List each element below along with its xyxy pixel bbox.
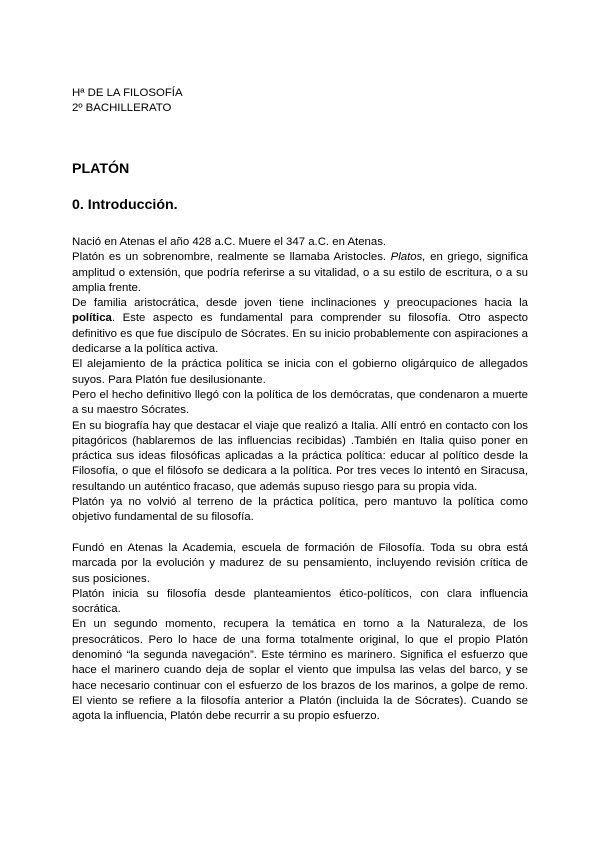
paragraph: Fundó en Atenas la Academia, escuela de formación de Filosofía. Toda su obra está marcada por la evolución y madurez de su pensamiento, incluyendo revisión crítica de sus posiciones.	[72, 541, 528, 585]
paragraph: Platón ya no volvió al terreno de la práctica política, pero mantuvo la política como objetivo fundamental de su filosofía.	[72, 496, 528, 524]
section-heading: 0. Introducción.	[72, 197, 178, 213]
paragraph: Nació en Atenas el año 428 a.C. Muere el 347 a.C. en Atenas.	[72, 236, 387, 248]
paragraph: Platón inicia su filosofía desde planteamientos ético-políticos, con clara influencia socrática.	[72, 587, 528, 616]
bold-term: política	[72, 312, 112, 325]
paragraph-spacer	[72, 526, 528, 541]
paragraph: Pero el hecho definitivo llegó con la política de los demócratas, que condenaron a muerte a su maestro Sócrates.	[72, 388, 528, 417]
text-run: en griego, significa amplitud o extensión, que podría referirse a su vitalidad, o a su estilo de escritura, o a su amplia frente.	[72, 251, 528, 294]
paragraph: El alejamiento de la práctica política se inicia con el gobierno oligárquico de allegados suyos. Para Platón fue desilusionante.	[72, 358, 528, 386]
document-header	[72, 86, 183, 116]
paragraph: En su biografía hay que destacar el viaje que realizó a Italia. Allí entró en contacto con los pitagóricos (hablaremos de las influencias recibidas) .También en Italia quiso poner en práctica sus ideas filosóficas aplicadas a la práctica política: educar al político desde la Filosofía, o que el filósofo se dedicara a la política. Por tres veces lo intentó en Siracusa, resultando un auténtico fracaso, que además supuso riesgo para su propia vida.	[72, 419, 528, 493]
header-subject: Hª DE LA FILOSOFÍA	[72, 87, 183, 99]
header-course: 2º BACHILLERATO	[72, 102, 172, 114]
document-title: PLATÓN	[72, 161, 130, 177]
paragraph: En un segundo momento, recupera la temática en torno a la Naturaleza, de los presocráticos. Pero lo hace de una forma totalmente original, lo que el propio Platón denominó “la segunda navegación”. Este término es marinero. Significa el esfuerzo que hace el marinero cuando deja de soplar el viento que impulsa las velas del barco, y se hace necesario continuar con el esfuerzo de los brazos de los marinos, a golpe de remo. El viento se refiere a la filosofía anterior a Platón (incluida la de Sócrates). Cuando se agota la influencia, Platón debe recurrir a su propio esfuerzo.	[72, 618, 528, 723]
paragraph	[72, 296, 528, 357]
paragraph	[72, 250, 528, 296]
text-run: Platón es un sobrenombre, realmente se llamaba Aristocles.	[72, 251, 391, 264]
document-body	[72, 235, 528, 725]
text-run: . Este aspecto es fundamental para comprender su filosofía. Otro aspecto definitivo es que fue discípulo de Sócrates. En su inicio probablemente con aspiraciones a dedicarse a la política activa.	[72, 312, 528, 356]
text-run: De familia aristocrática, desde joven tiene inclinaciones y preocupaciones hacia la	[72, 297, 528, 310]
italic-term: Platos,	[390, 251, 426, 264]
